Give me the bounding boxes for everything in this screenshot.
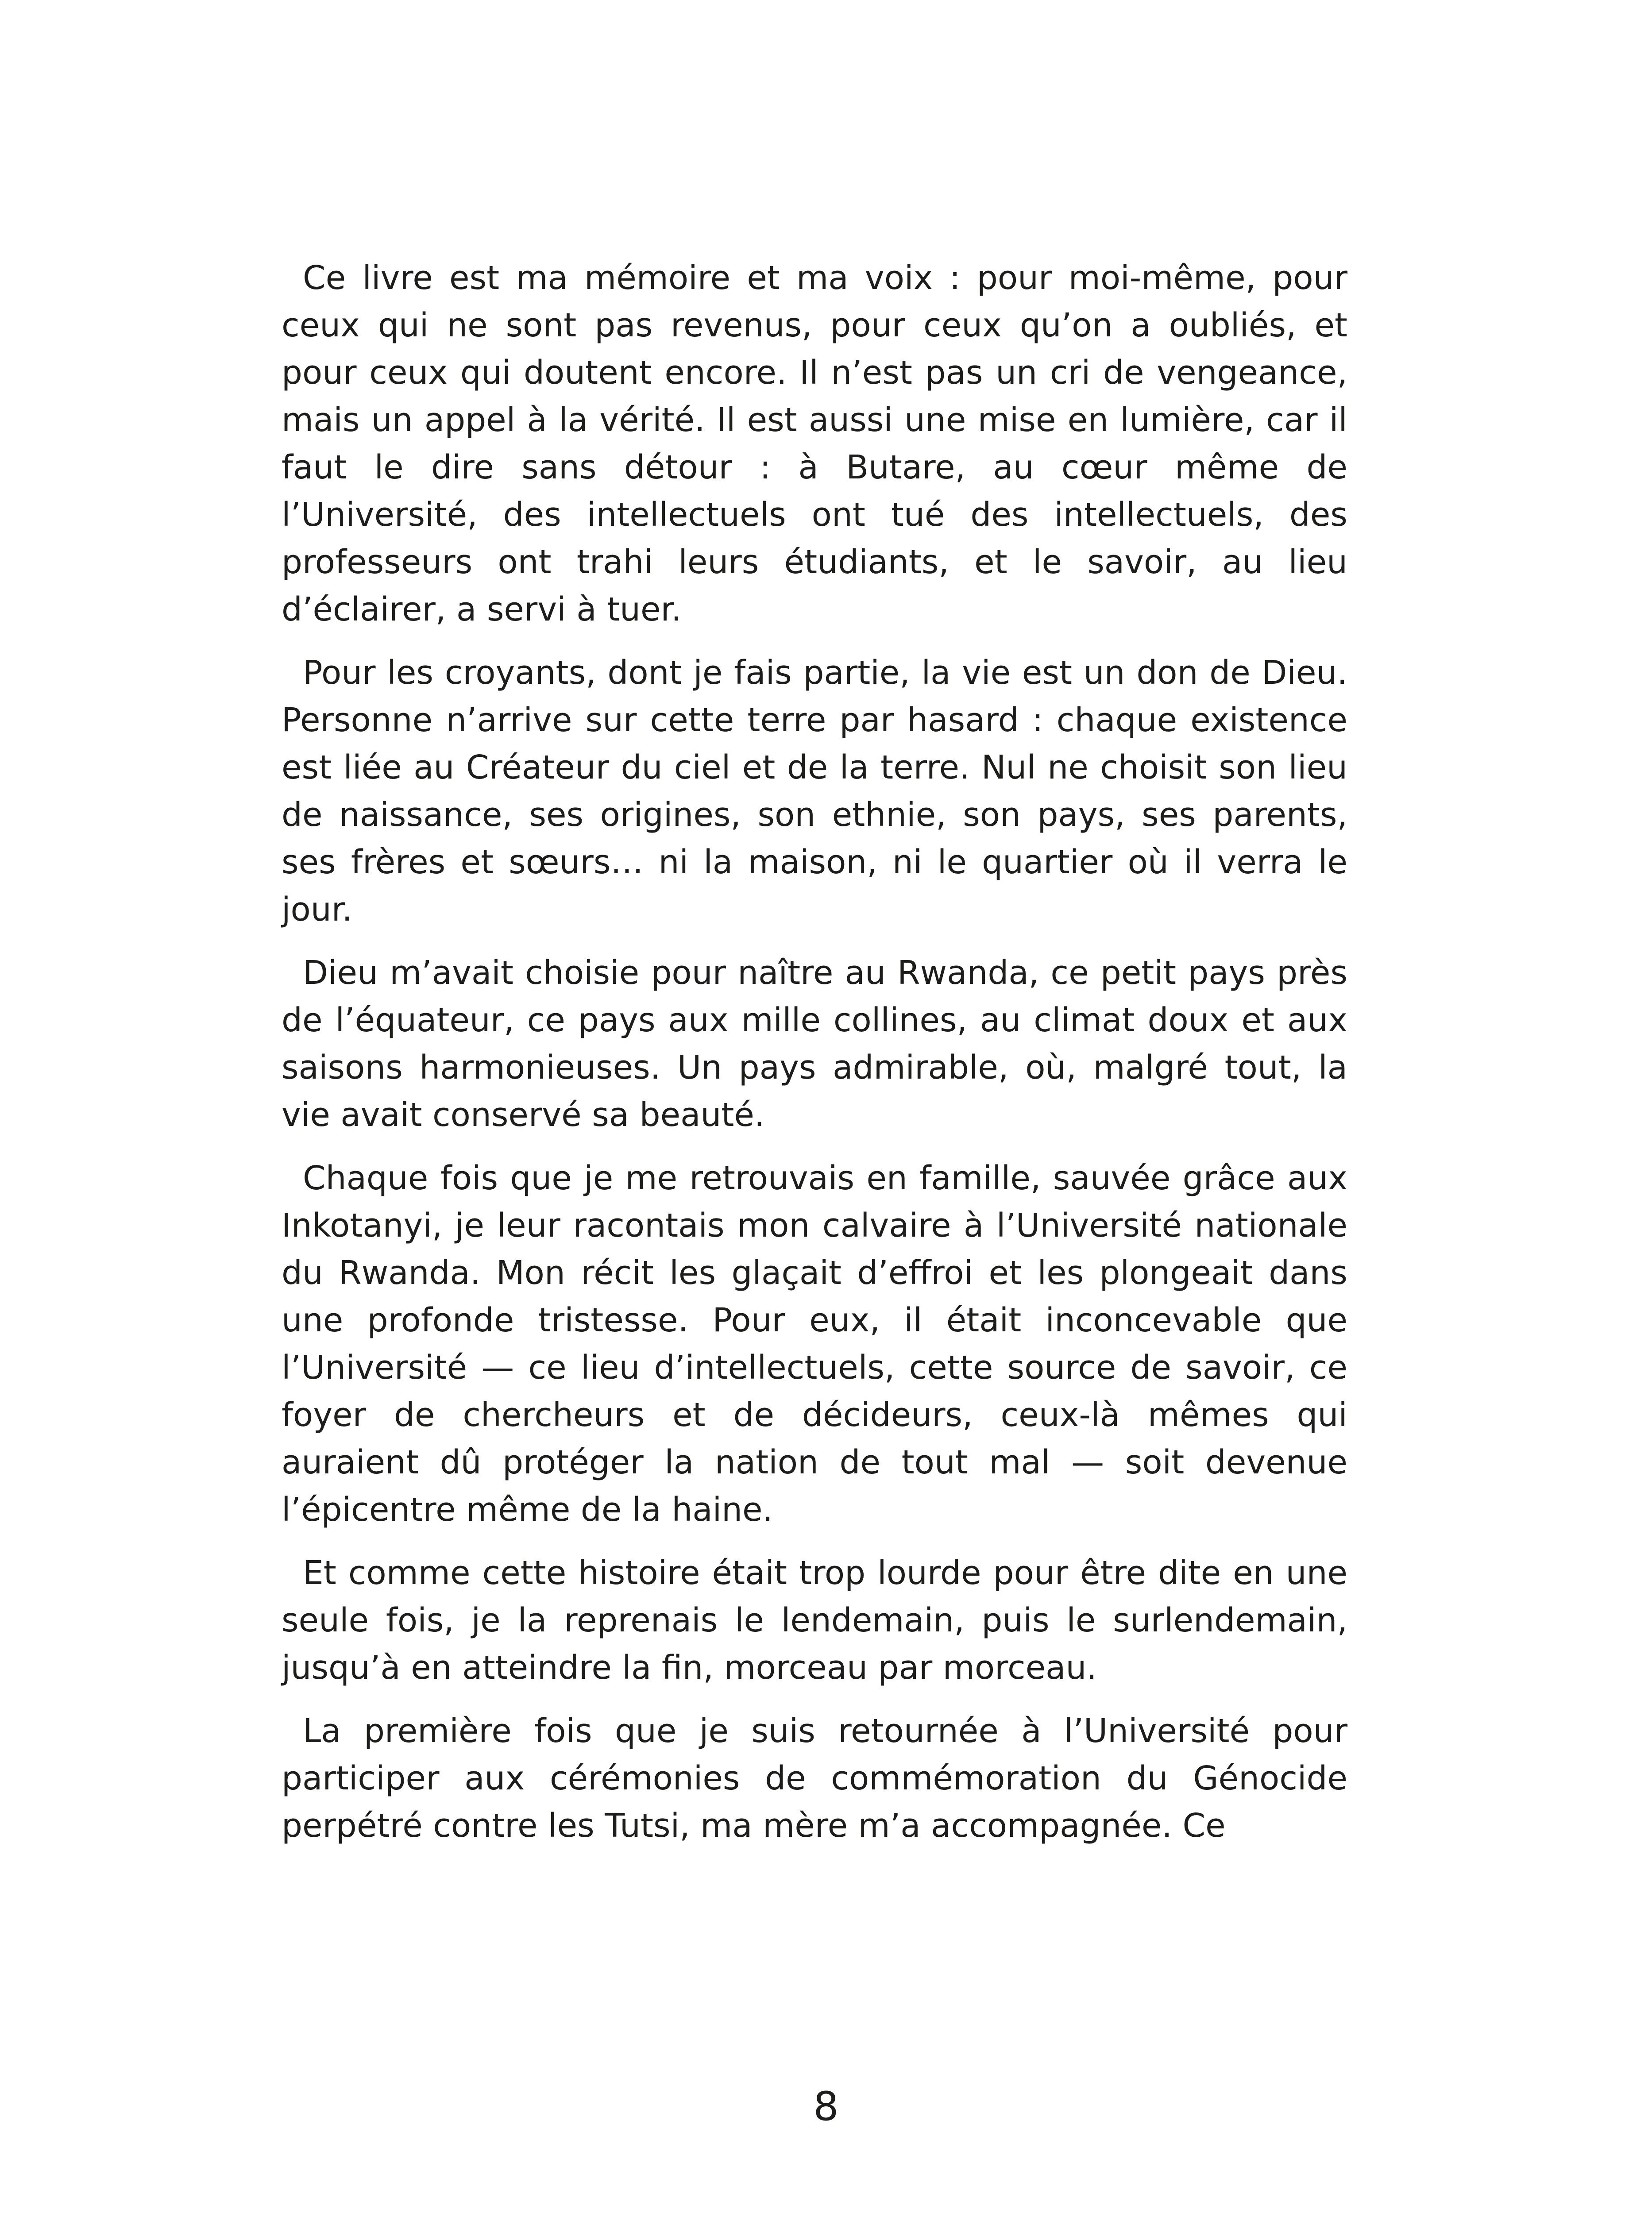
paragraph: Ce livre est ma mémoire et ma voix : pour moi-même, pour ceux qui ne sont pas revenus, pour ceux qu’on a oubliés, et pour ceux qui doutent encore. Il n’est pas un cri de vengeance, mais un appel à la vérité. Il est aussi une mise en lumière, car il faut le dire sans détour : à Butare, au cœur même de l’Université, des intellectuels ont tué des intellectuels, des professeurs ont trahi leurs étudiants, et le savoir, au lieu d’éclairer, a servi à tuer. <box>282 259 1347 628</box>
paragraph: Dieu m’avait choisie pour naître au Rwanda, ce petit pays près de l’équateur, ce pays aux mille collines, au climat doux et aux saisons harmonieuses. Un pays admirable, où, malgré tout, la vie avait conservé sa beauté. <box>282 954 1347 1134</box>
body-text <box>282 254 1347 1866</box>
paragraph: Pour les croyants, dont je fais partie, la vie est un don de Dieu. Personne n’arrive sur cette terre par hasard : chaque existence est liée au Créateur du ciel et de la terre. Nul ne choisit son lieu de naissance, ses origines, son ethnie, son pays, ses parents, ses frères et sœurs… ni la maison, ni le quartier où il verra le jour. <box>282 654 1347 929</box>
paragraph: Chaque fois que je me retrouvais en famille, sauvée grâce aux Inkotanyi, je leur racontais mon calvaire à l’Université nationale du Rwanda. Mon récit les glaçait d’effroi et les plongeait dans une profonde tristesse. Pour eux, il était inconcevable que l’Université — ce lieu d’intellectuels, cette source de savoir, ce foyer de chercheurs et de décideurs, ceux-là mêmes qui auraient dû protéger la nation de tout mal — soit devenue l’épicentre même de la haine. <box>282 1159 1347 1529</box>
paragraph: Et comme cette histoire était trop lourde pour être dite en une seule fois, je la reprenais le lendemain, puis le surlendemain, jusqu’à en atteindre la fin, morceau par morceau. <box>282 1554 1347 1687</box>
page-number: 8 <box>813 2083 839 2130</box>
paragraph: La première fois que je suis retournée à l’Université pour participer aux cérémonies de commémoration du Génocide perpétré contre les Tutsi, ma mère m’a accompagnée. Ce <box>282 1712 1347 1845</box>
